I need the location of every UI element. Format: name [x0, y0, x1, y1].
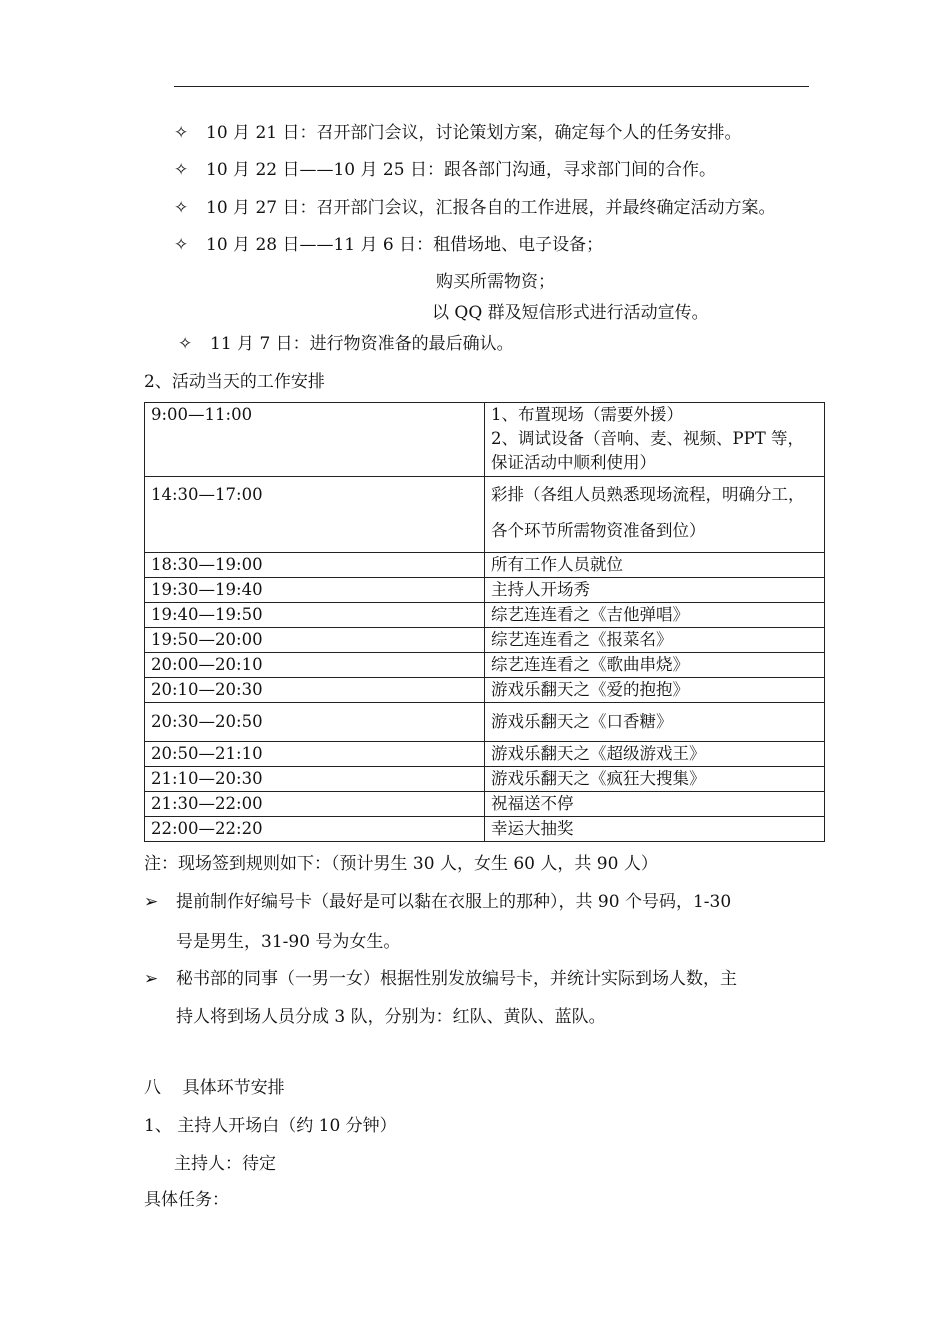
rule-text-continued: 号是男生，31-90 号为女生。 — [176, 932, 401, 952]
table-row — [145, 792, 825, 817]
task-cell: 综艺连连看之《吉他弹唱》 — [485, 603, 825, 628]
schedule-table — [144, 402, 825, 842]
table-row — [145, 742, 825, 767]
table-row — [145, 628, 825, 653]
diamond-bullet-icon: ✧ — [174, 235, 189, 255]
task-line: 2、调试设备（音响、麦、视频、PPT 等，保证活动中顺利使用） — [491, 429, 804, 472]
task-cell: 彩排（各组人员熟悉现场流程，明确分工，各个环节所需物资准备到位） — [485, 477, 825, 553]
rule-item — [144, 892, 731, 912]
section-heading: 2、活动当天的工作安排 — [144, 372, 325, 392]
table-row — [145, 403, 825, 477]
time-cell: 20:10—20:30 — [145, 678, 485, 703]
task-cell: 游戏乐翻天之《口香糖》 — [485, 703, 825, 742]
table-row — [145, 678, 825, 703]
time-cell: 21:30—22:00 — [145, 792, 485, 817]
rule-text-continued: 持人将到场人员分成 3 队，分别为：红队、黄队、蓝队。 — [176, 1007, 606, 1027]
timeline-item — [178, 334, 514, 354]
timeline-continuation: 以 QQ 群及短信形式进行活动宣传。 — [432, 303, 709, 323]
task-label: 具体任务： — [144, 1190, 229, 1210]
time-cell: 21:10—20:30 — [145, 767, 485, 792]
section-heading: 八 具体环节安排 — [144, 1078, 285, 1098]
task-cell: 游戏乐翻天之《爱的抱抱》 — [485, 678, 825, 703]
timeline-item — [174, 235, 603, 255]
host-line: 主持人：待定 — [174, 1154, 276, 1174]
task-line: 1、布置现场（需要外援） — [491, 405, 683, 424]
table-row — [145, 603, 825, 628]
diamond-bullet-icon: ✧ — [174, 160, 189, 180]
timeline-text: 10 月 21 日：召开部门会议，讨论策划方案，确定每个人的任务安排。 — [206, 123, 742, 143]
task-cell: 主持人开场秀 — [485, 578, 825, 603]
timeline-continuation: 购买所需物资； — [436, 272, 555, 292]
timeline-item — [174, 198, 775, 218]
task-cell: 游戏乐翻天之《超级游戏王》 — [485, 742, 825, 767]
time-cell: 19:50—20:00 — [145, 628, 485, 653]
time-cell: 20:00—20:10 — [145, 653, 485, 678]
time-cell: 19:40—19:50 — [145, 603, 485, 628]
time-cell: 18:30—19:00 — [145, 553, 485, 578]
task-cell: 所有工作人员就位 — [485, 553, 825, 578]
time-cell: 14:30—17:00 — [145, 477, 485, 553]
timeline-text: 10 月 22 日——10 月 25 日：跟各部门沟通，寻求部门间的合作。 — [206, 160, 716, 180]
task-cell: 游戏乐翻天之《疯狂大搜集》 — [485, 767, 825, 792]
timeline-text: 10 月 27 日：召开部门会议，汇报各自的工作进展，并最终确定活动方案。 — [206, 198, 776, 218]
diamond-bullet-icon: ✧ — [174, 123, 189, 143]
table-row — [145, 578, 825, 603]
rule-text: 提前制作好编号卡（最好是可以黏在衣服上的那种），共 90 个号码，1-30 — [176, 892, 732, 912]
table-row — [145, 703, 825, 742]
table-row — [145, 767, 825, 792]
table-row — [145, 653, 825, 678]
diamond-bullet-icon: ✧ — [174, 198, 189, 218]
subsection-heading: 1、 主持人开场白（约 10 分钟） — [144, 1116, 397, 1136]
header-rule — [174, 86, 809, 87]
timeline-text: 10 月 28 日——11 月 6 日：租借场地、电子设备； — [206, 235, 604, 255]
time-cell: 20:30—20:50 — [145, 703, 485, 742]
time-cell: 19:30—19:40 — [145, 578, 485, 603]
timeline-text: 11 月 7 日：进行物资准备的最后确认。 — [210, 334, 514, 354]
rule-item — [144, 969, 737, 989]
task-cell — [485, 403, 825, 477]
time-cell: 20:50—21:10 — [145, 742, 485, 767]
diamond-bullet-icon: ✧ — [178, 334, 193, 354]
timeline-item — [174, 160, 716, 180]
time-cell: 9:00—11:00 — [145, 403, 485, 477]
time-cell: 22:00—22:20 — [145, 817, 485, 842]
arrow-bullet-icon: ➢ — [144, 892, 159, 912]
rule-text: 秘书部的同事（一男一女）根据性别发放编号卡，并统计实际到场人数，主 — [176, 969, 737, 989]
task-cell: 幸运大抽奖 — [485, 817, 825, 842]
table-row — [145, 553, 825, 578]
task-cell: 祝福送不停 — [485, 792, 825, 817]
note-text: 注：现场签到规则如下：（预计男生 30 人，女生 60 人，共 90 人） — [144, 854, 658, 874]
table-row — [145, 477, 825, 553]
task-cell: 综艺连连看之《报菜名》 — [485, 628, 825, 653]
arrow-bullet-icon: ➢ — [144, 969, 159, 989]
task-cell: 综艺连连看之《歌曲串烧》 — [485, 653, 825, 678]
table-row — [145, 817, 825, 842]
timeline-item — [174, 123, 741, 143]
